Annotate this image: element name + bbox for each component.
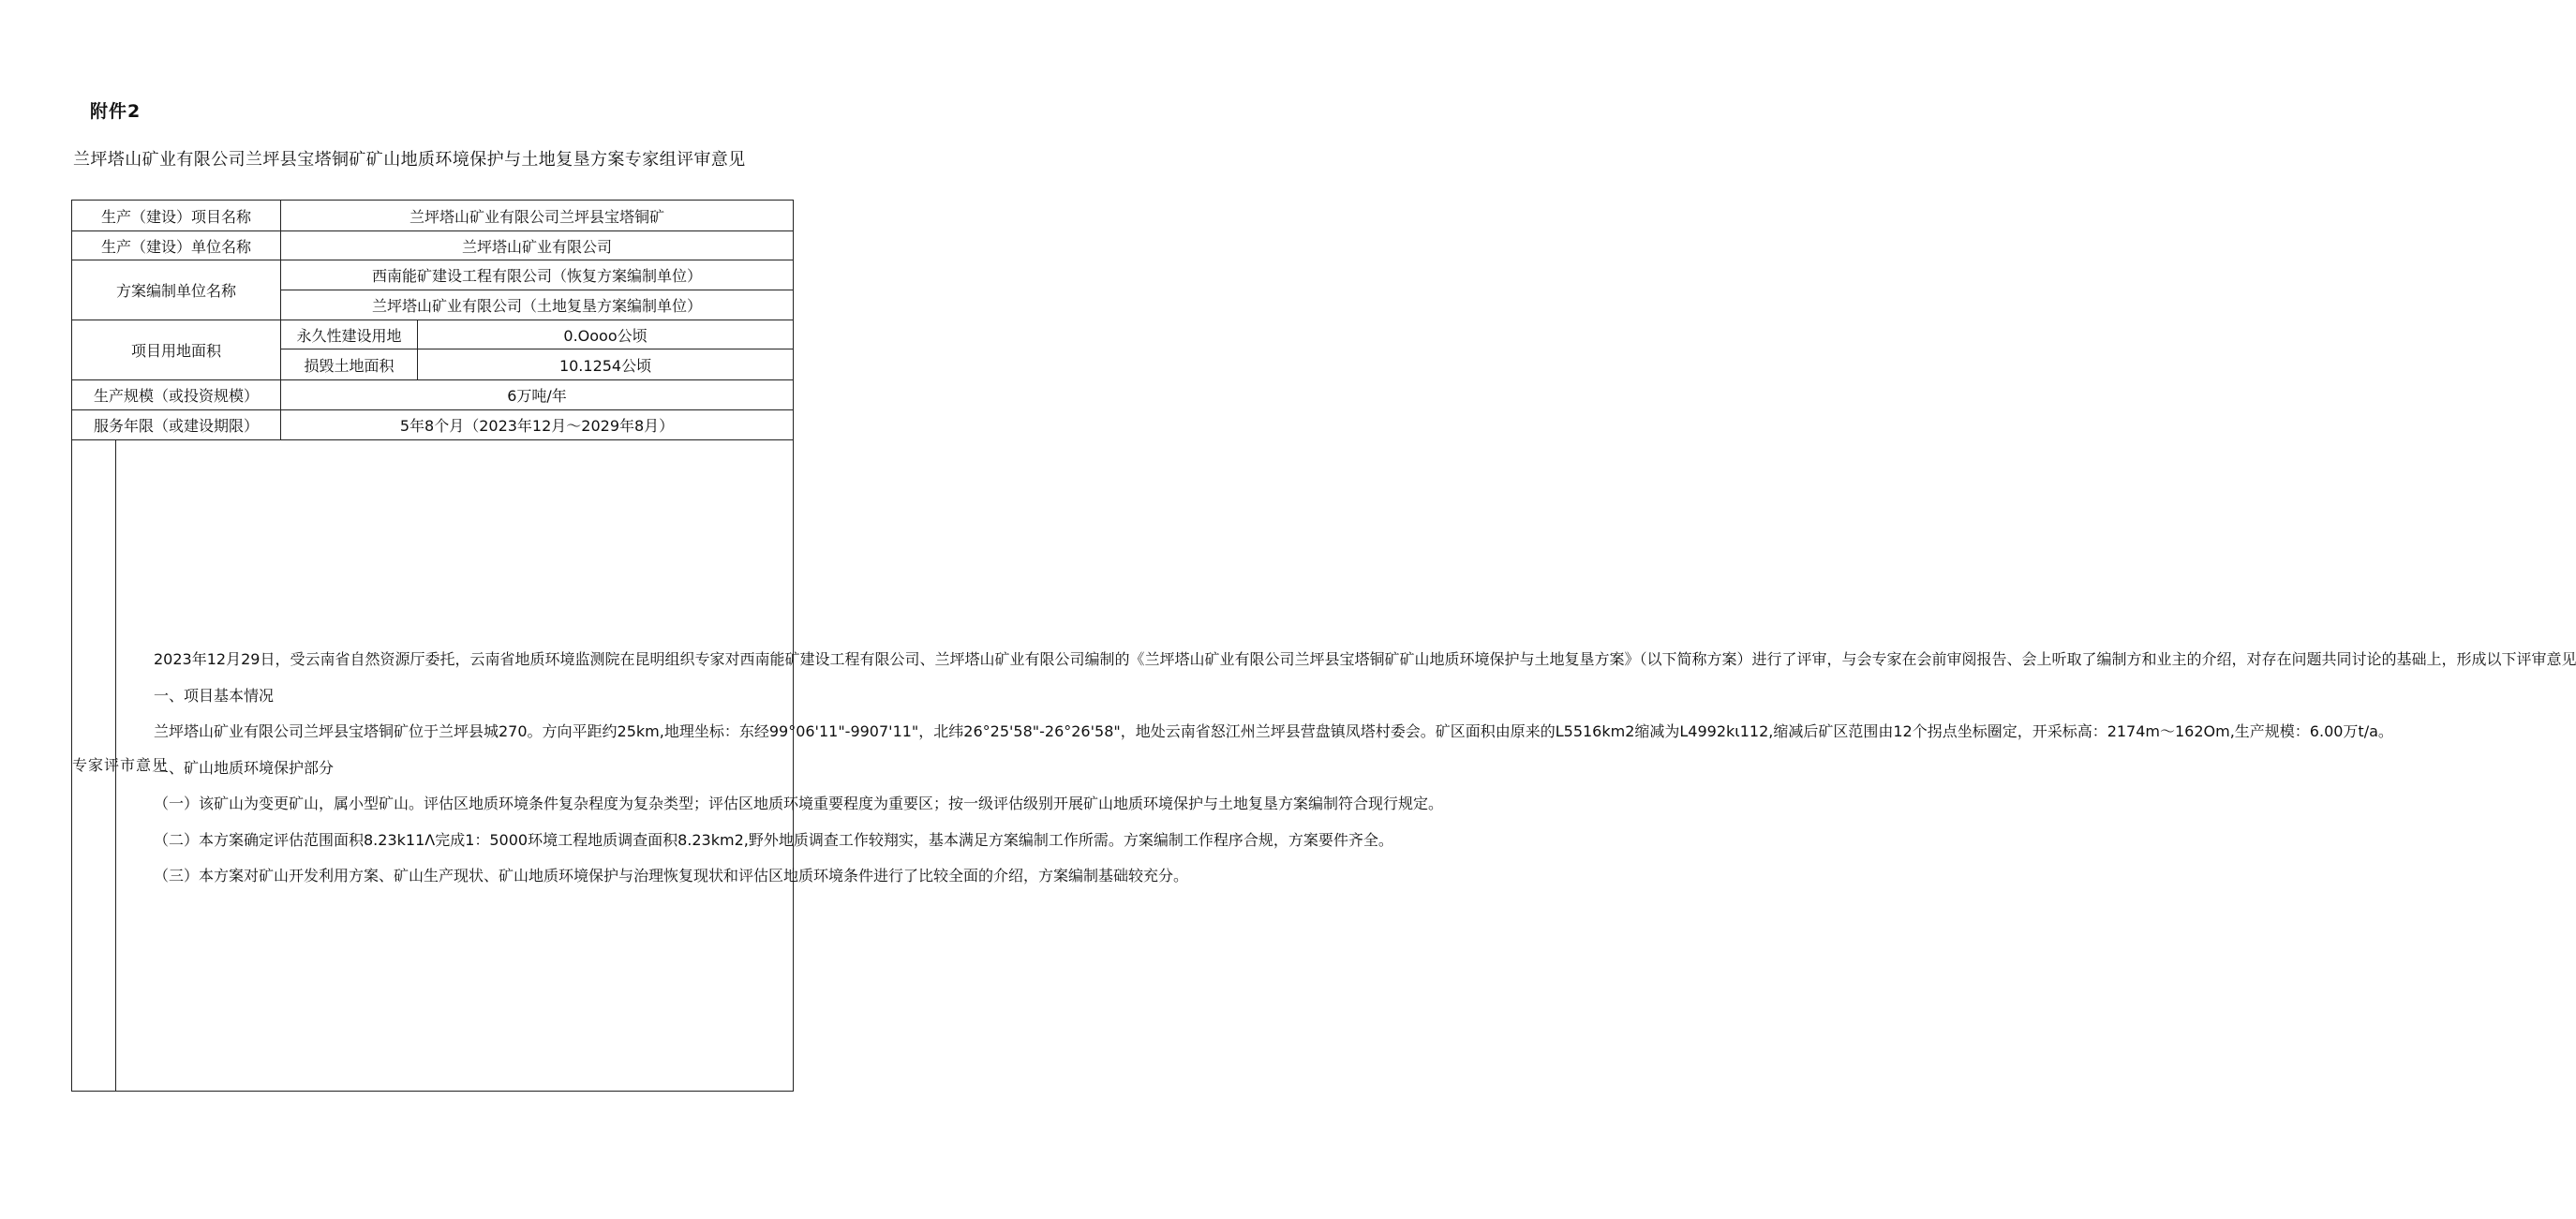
row-opinion bbox=[72, 440, 794, 1092]
opinion-paragraph: 2023年12月29日，受云南省自然资源厅委托，云南省地质环境监测院在昆明组织专家对西南能矿建设工程有限公司、兰坪塔山矿业有限公司编制的《兰坪塔山矿业有限公司兰坪县宝塔铜矿矿山地质环境保护与土地复垦方案》（以下简称方案）进行了评审，与会专家在会前审阅报告、会上听取了编制方和业主的介绍，对存在问题共同讨论的基础上，形成以下评审意见 bbox=[154, 650, 2576, 669]
row-permanent-land bbox=[72, 320, 794, 349]
land-area-label: 项目用地面积 bbox=[72, 320, 281, 380]
row-project-name bbox=[72, 201, 794, 231]
opinion-paragraph: 兰坪塔山矿业有限公司兰坪县宝塔铜矿位于兰坪县城270。方向平距约25km,地理坐标：东经99°06'11"-9907'11"，北纬26°25'58"-26°26'58"，地处云南省怒江州兰坪县营盘镇凤塔村委会。矿区面积由原来的L5516km2缩减为L4992kι112,缩减后矿区范围由12个拐点坐标圈定，开采标高：2174m～162Om,生产规模：6.00万t/a。 bbox=[154, 722, 2393, 741]
row-compiler-1 bbox=[72, 260, 794, 290]
permanent-land-value: 0.Oooo公顷 bbox=[418, 320, 794, 349]
review-table bbox=[71, 200, 2576, 1092]
service-period-label: 服务年限（或建设期限） bbox=[72, 410, 281, 440]
damaged-land-value: 10.1254公顷 bbox=[418, 349, 794, 380]
row-unit-name bbox=[72, 231, 794, 260]
opinion-label: 专家评市意见 bbox=[72, 440, 116, 1092]
row-scale bbox=[72, 380, 794, 410]
document-title: 兰坪塔山矿业有限公司兰坪县宝塔铜矿矿山地质环境保护与土地复垦方案专家组评审意见 bbox=[73, 150, 746, 170]
unit-name-value: 兰坪塔山矿业有限公司 bbox=[281, 231, 794, 260]
scale-label: 生产规模（或投资规模） bbox=[72, 380, 281, 410]
project-name-label: 生产（建设）项目名称 bbox=[72, 201, 281, 231]
unit-name-label: 生产（建设）单位名称 bbox=[72, 231, 281, 260]
attachment-label: 附件2 bbox=[90, 101, 141, 122]
permanent-land-label: 永久性建设用地 bbox=[281, 320, 418, 349]
opinion-body bbox=[116, 440, 2576, 1092]
opinion-paragraph: （三）本方案对矿山开发利用方案、矿山生产现状、矿山地质环境保护与治理恢复现状和评估区地质环境条件进行了比较全面的介绍，方案编制基础较充分。 bbox=[154, 867, 1189, 885]
service-period-value: 5年8个月（2023年12月～2029年8月） bbox=[281, 410, 794, 440]
compiler-value: 兰坪塔山矿业有限公司（土地复垦方案编制单位） bbox=[281, 290, 794, 320]
compiler-value: 西南能矿建设工程有限公司（恢复方案编制单位） bbox=[281, 260, 794, 290]
compiler-label: 方案编制单位名称 bbox=[72, 260, 281, 320]
opinion-section-heading: 一、项目基本情况 bbox=[154, 686, 275, 705]
damaged-land-label: 损毁土地面积 bbox=[281, 349, 418, 380]
row-service-period bbox=[72, 410, 794, 440]
opinion-paragraph: （二）本方案确定评估范围面积8.23k11Λ完成1：5000环境工程地质调查面积8.23km2,野外地质调查工作较翔实，基本满足方案编制工作所需。方案编制工作程序合规，方案要件齐全。 bbox=[154, 830, 1393, 849]
scale-value: 6万吨/年 bbox=[281, 380, 794, 410]
project-name-value: 兰坪塔山矿业有限公司兰坪县宝塔铜矿 bbox=[281, 201, 794, 231]
opinion-section-heading: 二、矿山地质环境保护部分 bbox=[154, 758, 335, 777]
opinion-paragraph: （一）该矿山为变更矿山，属小型矿山。评估区地质环境条件复杂程度为复杂类型；评估区地质环境重要程度为重要区；按一级评估级别开展矿山地质环境保护与土地复垦方案编制符合现行规定。 bbox=[154, 795, 1444, 813]
